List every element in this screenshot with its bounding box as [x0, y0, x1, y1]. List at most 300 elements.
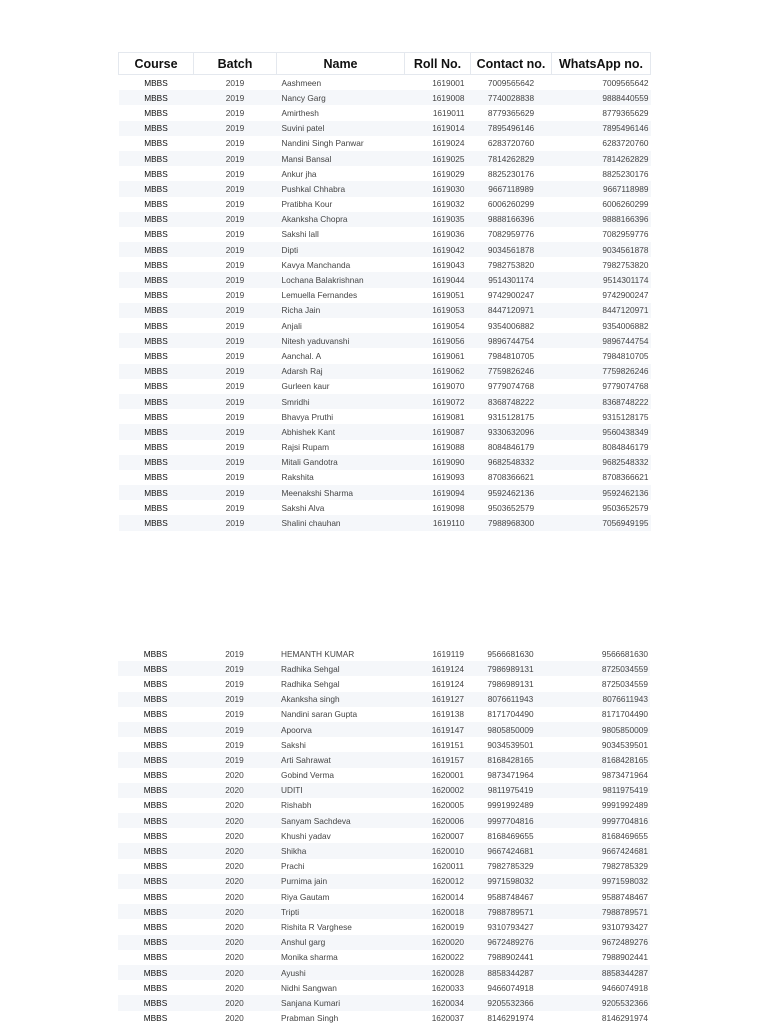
name-cell: Arti Sahrawat [276, 752, 404, 767]
roll-no-cell: 1619093 [432, 472, 465, 483]
roll-no-cell: 1619044 [405, 272, 471, 287]
whatsapp-no-cell: 9466074918 [601, 982, 648, 993]
batch-cell: 2020 [225, 982, 244, 993]
whatsapp-no-cell: 9514301174 [552, 272, 651, 287]
contact-no-cell: 9592462136 [471, 485, 552, 500]
table-row [118, 676, 650, 691]
course-cell: MBBS [144, 229, 168, 240]
whatsapp-no-cell: 8779365629 [602, 107, 649, 118]
contact-no-cell: 9672489276 [470, 935, 551, 950]
contact-no-cell: 9034539501 [487, 739, 534, 750]
whatsapp-no-cell: 8725034559 [551, 661, 650, 676]
batch-cell: 2020 [193, 783, 276, 798]
batch-cell: 2020 [225, 800, 244, 811]
roll-no-cell: 1619062 [405, 364, 471, 379]
name-cell: Pushkal Chhabra [277, 181, 405, 196]
whatsapp-no-cell: 6283720760 [602, 138, 649, 149]
name-cell: Amirthesh [281, 107, 319, 118]
table-row [118, 752, 650, 767]
whatsapp-no-cell: 9682548332 [552, 455, 651, 470]
contact-no-cell: 9566681630 [487, 648, 534, 659]
roll-no-cell: 1619035 [405, 212, 471, 227]
table-row [119, 485, 651, 500]
course-cell: MBBS [144, 199, 168, 210]
batch-cell: 2019 [194, 272, 277, 287]
roll-no-cell: 1620011 [432, 861, 464, 872]
contact-no-cell: 8168469655 [487, 830, 534, 841]
batch-cell: 2020 [225, 830, 244, 841]
contact-no-cell: 9330632096 [471, 424, 552, 439]
course-cell: MBBS [144, 138, 168, 149]
header-whatsapp-no: WhatsApp no. [552, 53, 651, 75]
whatsapp-no-cell: 8858344287 [551, 965, 650, 980]
name-cell: Shalini chauhan [277, 515, 405, 530]
name-cell: Radhika Sehgal [276, 661, 404, 676]
contact-no-cell: 9805850009 [470, 722, 551, 737]
contact-no-cell: 7988902441 [487, 952, 534, 963]
roll-no-cell: 1620034 [404, 995, 470, 1010]
contact-no-cell: 6006260299 [487, 199, 535, 210]
roll-no-cell: 1619110 [405, 515, 471, 530]
whatsapp-no-cell: 8447120971 [552, 303, 651, 318]
table-row [119, 90, 651, 105]
contact-no-cell: 8858344287 [470, 965, 551, 980]
course-cell: MBBS [143, 1013, 168, 1024]
batch-cell: 2019 [225, 739, 244, 750]
name-cell: Purnima jain [276, 874, 404, 889]
name-cell: Shikha [276, 843, 404, 858]
name-cell: Smridhi [277, 394, 405, 409]
whatsapp-no-cell: 9588748467 [601, 891, 648, 902]
batch-cell: 2019 [225, 381, 245, 392]
whatsapp-no-cell: 9805850009 [551, 722, 650, 737]
roll-no-cell: 1620037 [431, 1013, 464, 1024]
roll-no-cell: 1619001 [432, 77, 465, 88]
whatsapp-no-cell: 9991992489 [601, 800, 648, 811]
contact-no-cell: 6283720760 [487, 138, 535, 149]
whatsapp-no-cell: 9566681630 [601, 648, 648, 659]
course-cell: MBBS [144, 168, 168, 179]
name-cell: Ankur jha [281, 168, 317, 179]
whatsapp-no-cell: 7982753820 [602, 259, 649, 270]
contact-no-cell: 8168428165 [470, 752, 551, 767]
course-cell: MBBS [118, 661, 193, 676]
course-cell: MBBS [118, 752, 193, 767]
contact-no-cell: 7009565642 [487, 77, 535, 88]
name-cell: Lemuella Fernandes [281, 290, 358, 301]
course-cell: MBBS [143, 921, 168, 932]
whatsapp-no-cell: 9592462136 [552, 485, 651, 500]
table-body-1 [119, 75, 651, 531]
roll-no-cell: 1620010 [404, 843, 470, 858]
contact-no-cell: 8825230176 [487, 168, 535, 179]
course-cell: MBBS [144, 320, 168, 331]
roll-no-cell: 1619011 [432, 107, 465, 118]
batch-cell: 2020 [193, 965, 276, 980]
course-cell: MBBS [144, 411, 168, 422]
course-cell: MBBS [118, 843, 193, 858]
roll-no-cell: 1619119 [432, 648, 464, 659]
name-cell: Nitesh yaduvanshi [277, 333, 405, 348]
contact-no-cell: 7984810705 [487, 350, 535, 361]
table-row [119, 242, 651, 257]
course-cell: MBBS [143, 739, 168, 750]
whatsapp-no-cell: 9315128175 [602, 411, 649, 422]
whatsapp-no-cell: 8708366621 [602, 472, 649, 483]
table-row [119, 212, 651, 227]
batch-cell: 2020 [193, 874, 276, 889]
table-row [118, 798, 650, 813]
course-cell: MBBS [119, 394, 194, 409]
contact-no-cell: 9873471964 [487, 770, 534, 781]
whatsapp-no-cell: 9997704816 [551, 813, 650, 828]
name-cell: HEMANTH KUMAR [281, 648, 355, 659]
batch-cell: 2020 [193, 813, 276, 828]
batch-cell: 2019 [225, 411, 245, 422]
table-row [118, 950, 650, 965]
course-cell: MBBS [119, 212, 194, 227]
contact-no-cell: 9205532366 [470, 995, 551, 1010]
table-row [118, 768, 650, 783]
table-row [119, 75, 651, 91]
batch-cell: 2019 [225, 442, 245, 453]
table-row [119, 257, 651, 272]
table-row [119, 318, 651, 333]
roll-no-cell: 1619157 [404, 752, 470, 767]
roll-no-cell: 1619025 [405, 151, 471, 166]
batch-cell: 2019 [225, 259, 245, 270]
batch-cell: 2019 [193, 722, 276, 737]
name-cell: UDITI [276, 783, 404, 798]
whatsapp-no-cell: 8146291974 [601, 1013, 648, 1024]
course-cell: MBBS [144, 472, 168, 483]
roll-no-cell: 1619061 [432, 350, 465, 361]
course-cell: MBBS [118, 965, 193, 980]
whatsapp-no-cell: 7984810705 [602, 350, 649, 361]
whatsapp-no-cell: 9205532366 [551, 995, 650, 1010]
batch-cell: 2019 [225, 350, 245, 361]
roll-no-cell: 1619147 [404, 722, 470, 737]
contact-no-cell: 9667118989 [471, 181, 552, 196]
name-cell: Ayushi [276, 965, 404, 980]
contact-no-cell: 7082959776 [487, 229, 535, 240]
whatsapp-no-cell: 9503652579 [602, 502, 649, 513]
table-row [118, 874, 650, 889]
contact-no-cell: 7986989131 [470, 661, 551, 676]
name-cell: Aashmeen [281, 77, 322, 88]
contact-no-cell: 9971598032 [470, 874, 551, 889]
name-cell: Pratibha Kour [281, 199, 333, 210]
name-cell: Anshul garg [276, 935, 404, 950]
batch-cell: 2020 [225, 1013, 244, 1024]
table-row [118, 692, 650, 707]
contact-no-cell: 9315128175 [487, 411, 535, 422]
whatsapp-no-cell: 8368748222 [552, 394, 651, 409]
whatsapp-no-cell: 9667118989 [552, 181, 651, 196]
roll-no-cell: 1619090 [405, 455, 471, 470]
contact-no-cell: 9354006882 [487, 320, 535, 331]
batch-cell: 2019 [194, 90, 277, 105]
batch-cell: 2019 [194, 394, 277, 409]
batch-cell: 2019 [225, 168, 245, 179]
batch-cell: 2019 [225, 678, 244, 689]
header-roll-no: Roll No. [405, 53, 471, 75]
batch-cell: 2019 [193, 692, 276, 707]
course-cell: MBBS [119, 364, 194, 379]
course-cell: MBBS [118, 722, 193, 737]
course-cell: MBBS [143, 952, 168, 963]
batch-cell: 2019 [194, 181, 277, 196]
whatsapp-no-cell: 8725034559 [601, 678, 648, 689]
name-cell: Akanksha Chopra [277, 212, 405, 227]
table-row [119, 515, 651, 530]
table-row [119, 121, 651, 136]
batch-cell: 2019 [225, 138, 245, 149]
roll-no-cell: 1619081 [432, 411, 465, 422]
whatsapp-no-cell: 8168428165 [551, 752, 650, 767]
table-row [119, 288, 651, 303]
roll-no-cell: 1619098 [432, 502, 465, 513]
header-batch: Batch [194, 53, 277, 75]
contact-no-cell: 9779074768 [487, 381, 535, 392]
course-cell: MBBS [118, 935, 193, 950]
name-cell: Prabman Singh [281, 1013, 339, 1024]
name-cell: Bhavya Pruthi [281, 411, 334, 422]
batch-cell: 2020 [225, 921, 244, 932]
name-cell: Anjali [281, 320, 302, 331]
course-cell: MBBS [118, 783, 193, 798]
name-cell: Gurleen kaur [281, 381, 330, 392]
batch-cell: 2019 [194, 364, 277, 379]
whatsapp-no-cell: 8168469655 [601, 830, 648, 841]
roll-no-cell: 1619088 [432, 442, 465, 453]
course-cell: MBBS [143, 861, 168, 872]
header-contact-no: Contact no. [471, 53, 552, 75]
table-row [118, 904, 650, 919]
name-cell: Sanjana Kumari [276, 995, 404, 1010]
table-row [118, 965, 650, 980]
roll-no-cell: 1619051 [432, 290, 465, 301]
contact-no-cell: 9514301174 [471, 272, 552, 287]
table-row [118, 707, 650, 722]
contact-no-cell: 9466074918 [487, 982, 534, 993]
roll-no-cell: 1619070 [432, 381, 465, 392]
roll-no-cell: 1620019 [431, 921, 464, 932]
course-cell: MBBS [143, 648, 168, 659]
whatsapp-no-cell: 9560438349 [552, 424, 651, 439]
roll-no-cell: 1620018 [404, 904, 470, 919]
name-cell: Radhika Sehgal [281, 678, 340, 689]
table-row [118, 646, 650, 661]
whatsapp-no-cell: 9873471964 [601, 770, 648, 781]
course-cell: MBBS [144, 259, 168, 270]
whatsapp-no-cell: 8171704490 [601, 709, 648, 720]
batch-cell: 2020 [225, 770, 244, 781]
contact-no-cell: 9991992489 [487, 800, 534, 811]
contact-no-cell: 7982753820 [487, 259, 535, 270]
table-row [119, 197, 651, 212]
roll-no-cell: 1620005 [431, 800, 464, 811]
roll-no-cell: 1620012 [404, 874, 470, 889]
batch-cell: 2019 [225, 229, 245, 240]
roll-no-cell: 1619008 [405, 90, 471, 105]
batch-cell: 2020 [193, 843, 276, 858]
contact-no-cell: 8708366621 [487, 472, 535, 483]
course-cell: MBBS [118, 874, 193, 889]
student-table-1 [118, 52, 651, 531]
roll-no-cell: 1619072 [405, 394, 471, 409]
contact-no-cell: 8447120971 [471, 303, 552, 318]
table-row [119, 424, 651, 439]
contact-no-cell: 7988789571 [470, 904, 551, 919]
batch-cell: 2019 [194, 303, 277, 318]
roll-no-cell: 1619054 [432, 320, 465, 331]
contact-no-cell: 8146291974 [487, 1013, 534, 1024]
contact-no-cell: 7895496146 [471, 121, 552, 136]
batch-cell: 2019 [225, 199, 245, 210]
name-cell: Sakshi [281, 739, 306, 750]
batch-cell: 2019 [194, 455, 277, 470]
course-cell: MBBS [144, 381, 168, 392]
table-row [118, 1011, 650, 1026]
course-cell: MBBS [143, 678, 168, 689]
whatsapp-no-cell: 9672489276 [551, 935, 650, 950]
contact-no-cell: 7988968300 [471, 515, 552, 530]
course-cell: MBBS [119, 303, 194, 318]
roll-no-cell: 1619087 [405, 424, 471, 439]
course-cell: MBBS [143, 709, 168, 720]
name-cell: Richa Jain [277, 303, 405, 318]
whatsapp-no-cell: 9034561878 [552, 242, 651, 257]
name-cell: Nidhi Sangwan [281, 982, 337, 993]
table-row [118, 783, 650, 798]
batch-cell: 2019 [194, 515, 277, 530]
table-row [119, 151, 651, 166]
contact-no-cell: 9588748467 [487, 891, 534, 902]
whatsapp-no-cell: 7759826246 [552, 364, 651, 379]
name-cell: Suvini patel [277, 121, 405, 136]
contact-no-cell: 8076611943 [470, 692, 551, 707]
table-row [118, 828, 650, 843]
course-cell: MBBS [118, 692, 193, 707]
name-cell: Khushi yadav [281, 830, 331, 841]
table-row [119, 379, 651, 394]
course-cell: MBBS [143, 800, 168, 811]
table-row [118, 995, 650, 1010]
course-cell: MBBS [119, 242, 194, 257]
whatsapp-no-cell: 7895496146 [552, 121, 651, 136]
table-row [119, 394, 651, 409]
table-header-row [119, 53, 651, 75]
whatsapp-no-cell: 7009565642 [602, 77, 649, 88]
batch-cell: 2019 [225, 502, 245, 513]
name-cell: Nandini Singh Panwar [281, 138, 364, 149]
batch-cell: 2020 [193, 935, 276, 950]
name-cell: Monika sharma [281, 952, 338, 963]
batch-cell: 2019 [194, 121, 277, 136]
course-cell: MBBS [118, 904, 193, 919]
name-cell: Akanksha singh [276, 692, 404, 707]
batch-cell: 2019 [193, 661, 276, 676]
batch-cell: 2019 [194, 151, 277, 166]
table-row [119, 166, 651, 181]
roll-no-cell: 1619138 [431, 709, 464, 720]
whatsapp-no-cell: 9310793427 [601, 921, 648, 932]
contact-no-cell: 9742900247 [487, 290, 535, 301]
table-row [119, 227, 651, 242]
course-cell: MBBS [119, 515, 194, 530]
roll-no-cell: 1620022 [431, 952, 464, 963]
name-cell: Prachi [281, 861, 305, 872]
course-cell: MBBS [144, 107, 168, 118]
roll-no-cell: 1620002 [404, 783, 470, 798]
roll-no-cell: 1619036 [432, 229, 465, 240]
batch-cell: 2020 [193, 995, 276, 1010]
contact-no-cell: 9682548332 [471, 455, 552, 470]
course-cell: MBBS [119, 121, 194, 136]
roll-no-cell: 1619094 [405, 485, 471, 500]
whatsapp-no-cell: 6006260299 [602, 199, 649, 210]
whatsapp-no-cell: 9354006882 [602, 320, 649, 331]
contact-no-cell: 7982785329 [487, 861, 534, 872]
table-row [119, 500, 651, 515]
name-cell: Dipti [277, 242, 405, 257]
name-cell: Nandini saran Gupta [281, 709, 358, 720]
whatsapp-no-cell: 9888440559 [552, 90, 651, 105]
whatsapp-no-cell: 7988789571 [551, 904, 650, 919]
course-cell: MBBS [143, 982, 168, 993]
table-row [118, 737, 650, 752]
contact-no-cell: 8171704490 [487, 709, 534, 720]
whatsapp-no-cell: 9896744754 [552, 333, 651, 348]
roll-no-cell: 1619056 [405, 333, 471, 348]
whatsapp-no-cell: 7988902441 [601, 952, 648, 963]
contact-no-cell: 9667424681 [470, 843, 551, 858]
course-cell: MBBS [143, 891, 168, 902]
roll-no-cell: 1619124 [404, 661, 470, 676]
roll-no-cell: 1619029 [432, 168, 465, 179]
name-cell: Gobind Verma [281, 770, 335, 781]
course-cell: MBBS [119, 151, 194, 166]
contact-no-cell: 8084846179 [487, 442, 535, 453]
name-cell: Mansi Bansal [277, 151, 405, 166]
contact-no-cell: 9896744754 [471, 333, 552, 348]
course-cell: MBBS [119, 424, 194, 439]
contact-no-cell: 9310793427 [487, 921, 534, 932]
table-row [118, 980, 650, 995]
course-cell: MBBS [119, 272, 194, 287]
whatsapp-no-cell: 7814262829 [552, 151, 651, 166]
header-name: Name [277, 53, 405, 75]
contact-no-cell: 9888166396 [471, 212, 552, 227]
name-cell: Rishabh [281, 800, 312, 811]
course-cell: MBBS [118, 995, 193, 1010]
table-row [119, 272, 651, 287]
name-cell: Sanyam Sachdeva [276, 813, 404, 828]
batch-cell: 2019 [225, 77, 245, 88]
roll-no-cell: 1620020 [404, 935, 470, 950]
course-cell: MBBS [143, 770, 168, 781]
batch-cell: 2019 [193, 752, 276, 767]
table-row [118, 935, 650, 950]
whatsapp-no-cell: 8076611943 [551, 692, 650, 707]
course-cell: MBBS [119, 333, 194, 348]
roll-no-cell: 1619043 [432, 259, 465, 270]
roll-no-cell: 1619030 [405, 181, 471, 196]
course-cell: MBBS [144, 350, 168, 361]
course-cell: MBBS [143, 830, 168, 841]
batch-cell: 2019 [194, 424, 277, 439]
